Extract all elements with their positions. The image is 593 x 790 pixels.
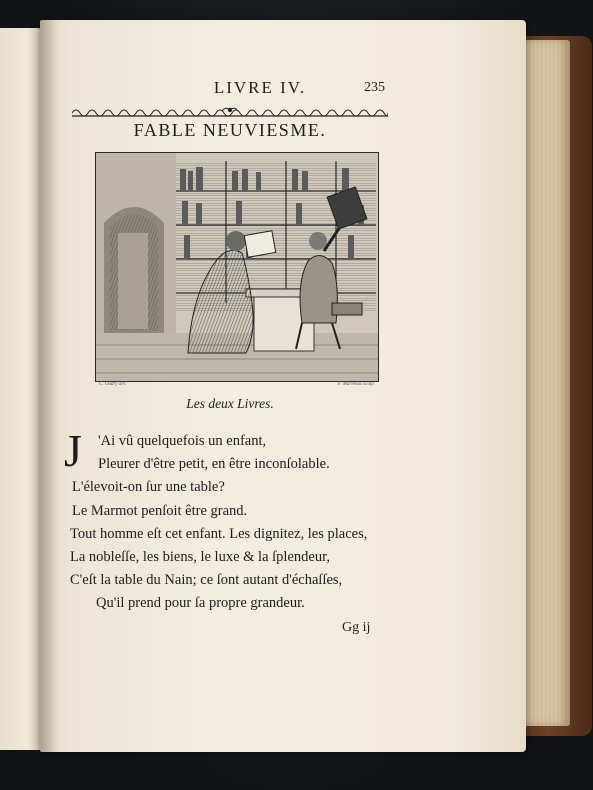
verse-line: L'élevoit-on ſur une table? — [72, 479, 225, 496]
verse-line: Tout homme eſt cet enfant. Les dignitez, les places, — [70, 525, 368, 542]
credit-right: F. Martenas sculp. — [337, 382, 375, 387]
running-title: LIVRE IV. — [213, 78, 307, 97]
verse-line: 'Ai vû quelquefois un enfant, — [98, 433, 267, 449]
verse-line: Qu'il prend pour ſa propre grandeur. — [96, 595, 305, 612]
drop-cap: J — [64, 425, 82, 476]
verse-line: Pleurer d'être petit, en être inconſolable. — [98, 456, 330, 473]
verse-line: Le Marmot penſoit être grand. — [72, 502, 248, 519]
engraving-illustration — [95, 152, 379, 382]
engraver-credits — [97, 382, 377, 392]
credit-left: C. Oudry del. — [99, 382, 127, 387]
page-number: 235 — [364, 80, 385, 95]
signature-mark: Gg ij — [342, 620, 371, 635]
verse-line: C'eſt la table du Nain; ce ſont autant d'échaſſes, — [70, 572, 343, 589]
verse-line: La nobleſſe, les biens, le luxe & la ſplendeur, — [70, 548, 330, 565]
fable-title: Les deux Livres. — [186, 396, 274, 411]
book-page — [40, 20, 526, 752]
gutter-shadow — [40, 20, 58, 752]
library-scene-icon — [96, 153, 378, 381]
ornamental-rule-icon — [72, 105, 388, 119]
fable-heading: FABLE NEUVIESME. — [133, 120, 327, 140]
verse-block — [70, 430, 430, 616]
previous-page-edge — [0, 28, 44, 750]
page-fore-edges — [522, 40, 570, 726]
